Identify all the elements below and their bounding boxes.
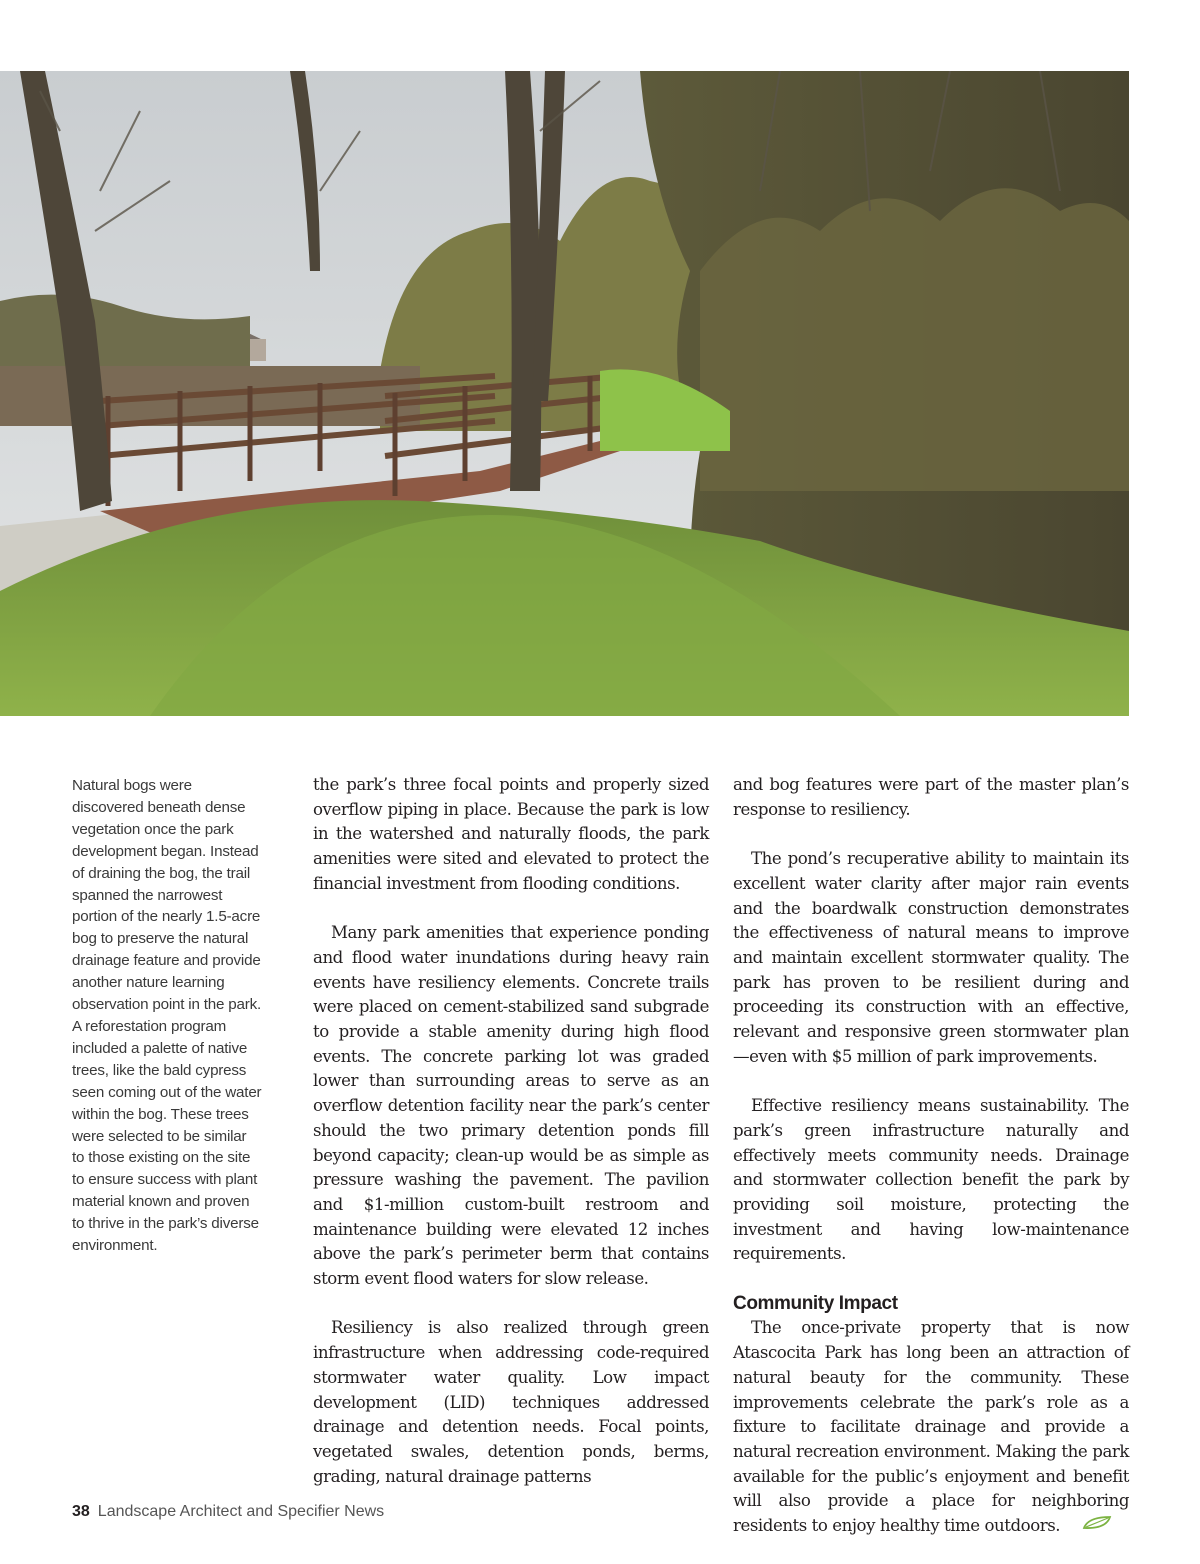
page-footer [72, 1503, 384, 1521]
article-column-middle [313, 773, 709, 1514]
paragraph: Effective resiliency means sustainability. The park’s green infrastructure naturally and effectively meets community needs. Drainage and stormwater collection benefit the park by providing soil moisture, protecting the investment and having low-maintenance requirements. [733, 1096, 1129, 1264]
bridge-photo [0, 71, 1129, 716]
photo-caption: Natural bogs were discovered beneath dense vegetation once the park development began. Instead of draining the bog, the trail spanned the narrowest portion of the nearly 1.5-acre bog to preserve the natural drainage feature and provide another nature learning observation point in the park. A reforestation program included a palette of native trees, like the bald cypress seen coming out of the water within the bog. These trees were selected to be similar to those existing on the site to ensure success with plant material known and proven to thrive in the park’s diverse environment. [72, 777, 262, 1255]
leaf-icon [1064, 1514, 1112, 1539]
article-column-right [733, 773, 1129, 1564]
page-number: 38 [72, 1503, 90, 1520]
section-heading: Community Impact [733, 1292, 898, 1314]
publication-name: Landscape Architect and Specifier News [97, 1503, 385, 1520]
paragraph: the park’s three focal points and properly sized overflow piping in place. Because the park is low in the watershed and naturally floods, the park amenities were sited and elevated to protect the financial investment from flooding conditions. [313, 775, 709, 893]
closing-paragraph [733, 1316, 1129, 1538]
paragraph: and bog features were part of the master plan’s response to resiliency. [733, 775, 1129, 819]
paragraph: Resiliency is also realized through green infrastructure when addressing code-required stormwater water quality. Low impact development (LID) techniques addressed drainage and detention needs. Focal points, vegetated swales, detention ponds, berms, grading, natural drainage patterns [313, 1318, 709, 1486]
paragraph: The pond’s recuperative ability to maintain its excellent water clarity after major rain events and the boardwalk construction demonstrates the effectiveness of natural means to improve and maintain excellent stormwater quality. The park has proven to be resilient during and proceeding its construction with an effective, relevant and responsive green stormwater plan—even with $5 million of park improvements. [733, 849, 1129, 1066]
paragraph-text: The once-private property that is now Atascocita Park has long been an attraction of natural beauty for the community. These improvements celebrate the park’s role as a fixture to facilitate drainage and provide a natural recreation environment. Making the park available for the public’s enjoyment and benefit will also provide a place for neighboring residents to enjoy healthy time outdoors. [733, 1318, 1129, 1536]
paragraph: Many park amenities that experience ponding and flood water inundations during heavy rain events have resiliency elements. Concrete trails were placed on cement-stabilized sand subgrade to provide a stable amenity during high flood events. The concrete parking lot was graded lower than surrounding areas to serve as an overflow detention facility near the park’s center should the two primary detention ponds fill beyond capacity; clean-up would be as simple as pressure washing the pavement. The pavilion and $1-million custom-built restroom and maintenance building were elevated 12 inches above the park’s perimeter berm that contains storm event flood waters for slow release. [313, 923, 709, 1289]
